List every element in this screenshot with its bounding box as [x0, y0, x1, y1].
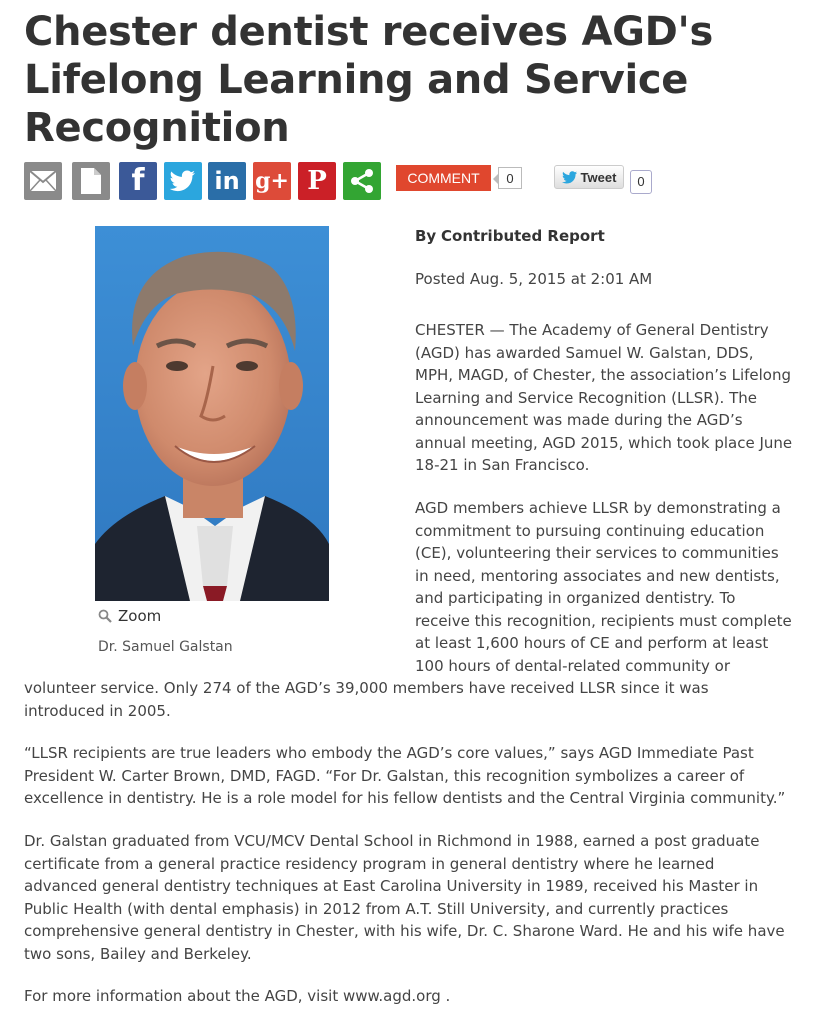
text-line: CHESTER — The Academy of General Dentistry [415, 321, 769, 339]
text-line: receive this recognition, recipients must complete [415, 611, 792, 630]
text-line: at least 1,600 hours of CE and perform at least [415, 634, 769, 652]
twitter-bird-icon [562, 171, 578, 184]
paragraph-5 [24, 985, 819, 1008]
twitter-share-button[interactable] [164, 162, 202, 200]
text-line: (CE), volunteering their services to communities [415, 544, 779, 562]
text-line: “LLSR recipients are true leaders who embody the AGD’s core values,” says AGD Immediate Past [24, 744, 754, 762]
portrait-image [95, 226, 329, 601]
text-line: certificate from a general practice residency program in general dentistry where he learned [24, 854, 715, 873]
more-share-button[interactable] [343, 162, 381, 200]
posted-date: Posted Aug. 5, 2015 at 2:01 AM [415, 270, 653, 288]
google-plus-share-button[interactable] [253, 162, 291, 200]
google-plus-icon: g+ [255, 168, 289, 194]
paragraph-2-continued [24, 677, 819, 722]
text-line: and participating in organized dentistry. To [415, 589, 736, 607]
magnifier-icon [98, 609, 112, 623]
tweet-count: 0 [630, 170, 652, 194]
text-line: Public Health (with dental emphasis) in 2012 from A.T. Still University, and currently practices [24, 899, 729, 918]
text-line: President W. Carter Brown, DMD, FAGD. “For Dr. Galstan, this recognition symbolizes a career of [24, 766, 745, 785]
paragraph-4 [24, 830, 819, 965]
byline-author[interactable]: Contributed Report [441, 227, 605, 245]
tweet-label: Tweet [580, 169, 617, 185]
text-line: in need, mentoring associates and new dentists, [415, 566, 780, 585]
text-line: (AGD) has awarded Samuel W. Galstan, DDS, [415, 343, 754, 362]
text-line: annual meeting, AGD 2015, which took place June [415, 433, 793, 452]
text-line: 100 hours of dental-related community or [415, 656, 730, 675]
article-photo[interactable] [95, 226, 329, 601]
text-line: AGD members achieve LLSR by demonstrating a [415, 499, 781, 517]
zoom-link[interactable] [98, 607, 161, 625]
zoom-label: Zoom [118, 607, 162, 625]
byline [415, 227, 605, 245]
photo-caption: Dr. Samuel Galstan [98, 639, 233, 655]
text-line: introduced in 2005. [24, 701, 171, 720]
text-line: MPH, MAGD, of Chester, the association’s Lifelong [415, 366, 791, 384]
linkedin-icon: in [214, 167, 240, 195]
twitter-icon [170, 170, 196, 192]
text-line: excellence in dentistry. He is a role model for his fellow dentists and the Central Virginia community.” [24, 789, 786, 807]
text-line: Dr. Galstan graduated from VCU/MCV Dental School in Richmond in 1988, earned a post graduate [24, 832, 760, 850]
text-line: For more information about the AGD, visit www.agd.org . [24, 987, 451, 1005]
email-share-button[interactable] [24, 162, 62, 200]
comment-count: 0 [498, 167, 522, 189]
text-line: two sons, Bailey and Berkeley. [24, 944, 252, 963]
comment-button[interactable]: COMMENT [396, 165, 491, 191]
text-line: 18-21 in San Francisco. [415, 456, 590, 474]
text-line: comprehensive general dentistry in Chester, with his wife, Dr. C. Sharone Ward. He and his wife have [24, 922, 785, 940]
text-line: volunteer service. Only 274 of the AGD’s 39,000 members have received LLSR since it was [24, 679, 709, 697]
text-line: announcement was made during the AGD’s [415, 411, 743, 429]
text-line: commitment to pursuing continuing education [415, 521, 765, 540]
print-share-button[interactable] [72, 162, 110, 200]
text-line: Learning and Service Recognition (LLSR). The [415, 388, 757, 407]
paragraph-3 [24, 742, 819, 810]
share-bar [24, 162, 724, 200]
print-icon [80, 167, 102, 195]
article-headline: Chester dentist receives AGD's Lifelong Learning and Service Recognition [24, 9, 713, 151]
email-icon [29, 170, 57, 192]
pinterest-icon: P [307, 166, 327, 196]
facebook-share-button[interactable] [119, 162, 157, 200]
paragraph-2 [415, 497, 820, 677]
facebook-icon: f [131, 163, 145, 198]
text-line: advanced general dentistry techniques at East Carolina University in 1989, received his Master in [24, 877, 759, 895]
linkedin-share-button[interactable] [208, 162, 246, 200]
pinterest-share-button[interactable] [298, 162, 336, 200]
tweet-button[interactable] [554, 165, 624, 189]
paragraph-1 [415, 319, 820, 477]
byline-prefix: By [415, 227, 437, 245]
share-icon [349, 168, 375, 194]
